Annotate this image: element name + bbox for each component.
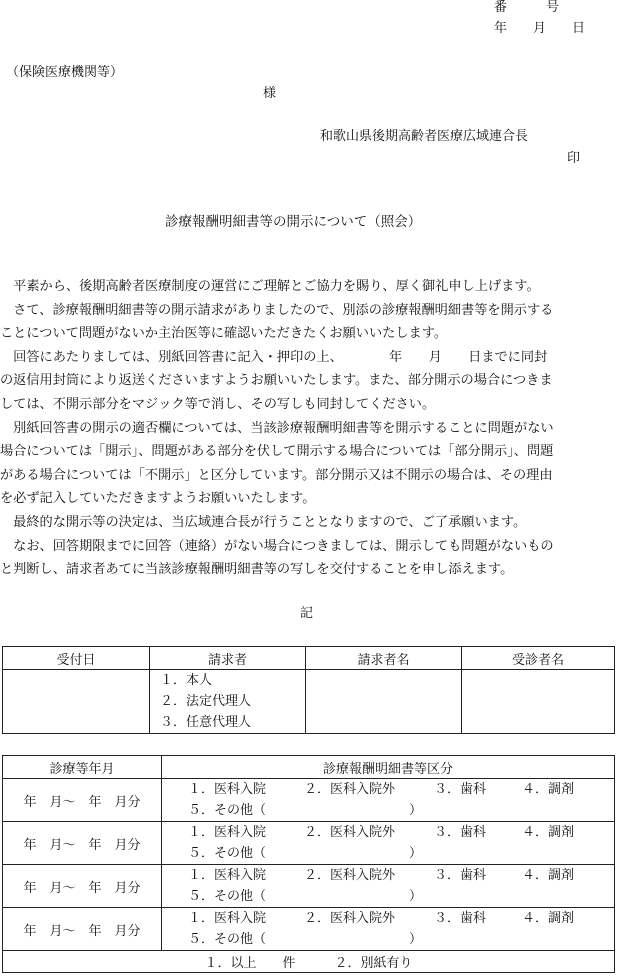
option-pharmacy[interactable]: ４．調剤 (522, 825, 575, 840)
reception-date-cell[interactable] (3, 670, 150, 734)
option-outpatient[interactable]: ２．医科入院外 (304, 782, 396, 797)
note-heading: 記 (300, 606, 314, 621)
billing-table (2, 755, 615, 973)
option-other[interactable]: ５．その他（ ） (188, 846, 423, 861)
document-title: 診療報酬明細書等の開示について（照会） (165, 214, 422, 230)
body-line: 回答にあたりましては、別紙回答書に記入・押印の上、 年 月 日までに同封 (0, 349, 548, 365)
option-dental[interactable]: ３．歯科 (434, 825, 487, 840)
requester-option[interactable]: ２．法定代理人 (160, 694, 252, 709)
document-date-label: 年 月 日 (494, 21, 586, 36)
option-inpatient[interactable]: １．医科入院 (188, 782, 267, 797)
option-dental[interactable]: ３．歯科 (434, 782, 487, 797)
body-line: と判断し、請求者あてに当該診療報酬明細書等の写しを交付することを申し添えます。 (0, 562, 514, 578)
addressee-honorific: 様 (263, 86, 277, 101)
body-line: 別紙回答書の開示の適否欄については、当該診療報酬明細書等を開示することに問題がない (0, 420, 554, 436)
category-cell (162, 908, 615, 951)
body-line: の返信用封筒により返送くださいますようお願いいたします。また、部分開示の場合につきま (0, 373, 553, 389)
header-statement-category: 診療報酬明細書等区分 (162, 756, 615, 779)
header-treatment-period: 診療等年月 (3, 756, 162, 779)
billing-row (3, 908, 615, 951)
category-cell (162, 822, 615, 865)
option-outpatient[interactable]: ２．医科入院外 (304, 825, 396, 840)
billing-row (3, 865, 615, 908)
body-line: 平素から、後期高齢者医療制度の運営にご理解とご協力を賜り、厚く御礼申し上げます。 (0, 279, 540, 294)
body-line: ことについて問題がないか主治医等に確認いただきたくお願いいたします。 (0, 326, 448, 342)
option-other[interactable]: ５．その他（ ） (188, 803, 423, 818)
body-text (0, 280, 617, 587)
option-other[interactable]: ５．その他（ ） (188, 932, 423, 947)
body-line: 最終的な開示等の決定は、当広域連合長が行うこととなりますので、ご了承願います。 (0, 514, 527, 530)
period-cell[interactable]: 年 月～ 年 月分 (3, 865, 162, 908)
billing-footer: １．以上 件 ２．別紙有り (3, 951, 615, 973)
body-line: 場合については「開示」、問題がある部分を伏して開示する場合については「部分開示」、問題 (0, 444, 554, 460)
sender-seal: 印 (567, 151, 581, 166)
option-dental[interactable]: ３．歯科 (434, 868, 487, 883)
period-cell[interactable]: 年 月～ 年 月分 (3, 908, 162, 951)
requester-name-cell[interactable] (306, 670, 462, 734)
option-other[interactable]: ５．その他（ ） (188, 889, 423, 904)
category-cell (162, 779, 615, 822)
sender-name: 和歌山県後期高齢者医療広域連合長 (320, 129, 529, 144)
header-patient-name: 受診者名 (462, 647, 615, 670)
body-line: しては、不開示部分をマジック等で消し、その写しも同封してください。 (0, 396, 436, 412)
header-requester-name: 請求者名 (306, 647, 462, 670)
body-line: なお、回答期限までに回答（連絡）がない場合につきましては、開示しても問題がないもの (0, 538, 554, 554)
request-table (2, 646, 615, 734)
requester-options-cell (150, 670, 306, 734)
option-outpatient[interactable]: ２．医科入院外 (304, 868, 396, 883)
requester-option[interactable]: ３．任意代理人 (160, 715, 252, 730)
body-line: さて、診療報酬明細書等の開示請求がありましたので、別添の診療報酬明細書等を開示する (0, 302, 554, 318)
billing-row (3, 779, 615, 822)
category-cell (162, 865, 615, 908)
header-requester: 請求者 (150, 647, 306, 670)
body-line: がある場合については「不開示」と区分しています。部分開示又は不開示の場合は、その理由 (0, 467, 553, 483)
addressee-institution: （保険医療機関等） (6, 65, 124, 80)
period-cell[interactable]: 年 月～ 年 月分 (3, 779, 162, 822)
billing-row (3, 822, 615, 865)
requester-option[interactable]: １．本人 (160, 673, 213, 688)
option-inpatient[interactable]: １．医科入院 (188, 825, 267, 840)
option-dental[interactable]: ３．歯科 (434, 911, 487, 926)
document-number-label: 番 号 (494, 0, 560, 15)
option-outpatient[interactable]: ２．医科入院外 (304, 911, 396, 926)
patient-name-cell[interactable] (462, 670, 615, 734)
option-pharmacy[interactable]: ４．調剤 (522, 782, 575, 797)
header-reception-date: 受付日 (3, 647, 150, 670)
option-inpatient[interactable]: １．医科入院 (188, 868, 267, 883)
option-pharmacy[interactable]: ４．調剤 (522, 911, 575, 926)
option-inpatient[interactable]: １．医科入院 (188, 911, 267, 926)
body-line: を必ず記入していただきますようお願いいたします。 (0, 491, 316, 507)
period-cell[interactable]: 年 月～ 年 月分 (3, 822, 162, 865)
option-pharmacy[interactable]: ４．調剤 (522, 868, 575, 883)
